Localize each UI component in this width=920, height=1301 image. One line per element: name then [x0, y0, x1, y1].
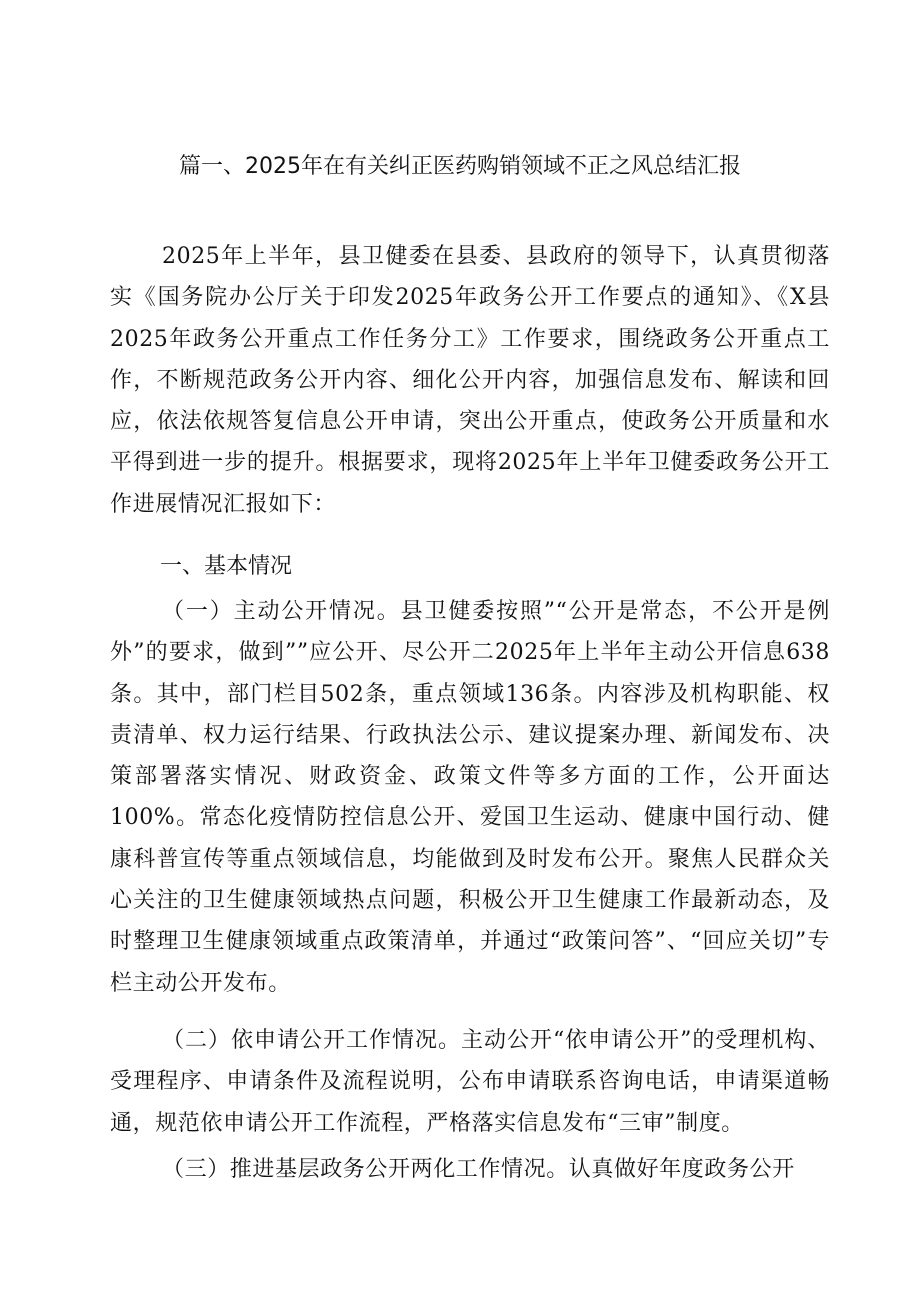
active-disclosure-text: （一）主动公开情况。县卫健委按照”“公开是常态，不公开是例外”的要求，做到””应公开、尽公开二2025年上半年主动公开信息638条。其中，部门栏目502条，重点领域136条。内容涉及机构职能、权责清单、权力运行结果、行政执法公示、建议提案办理、新闻发布、决策部署落实情况、财政资金、政策文件等多方面的工作，公开面达100%。常态化疫情防控信息公开、爱国卫生运动、健康中国行动、健康科普宣传等重点领域信息，均能做到及时发布公开。聚焦人民群众关心关注的卫生健康领域热点问题，积极公开卫生健康工作最新动态，及时整理卫生健康领域重点政策清单，并通过“政策问答”、“回应关切”专栏主动公开发布。	[110, 599, 830, 996]
application-disclosure-text: （二）依申请公开工作情况。主动公开“依申请公开”的受理机构、受理程序、申请条件及流程说明，公布申请联系咨询电话，申请渠道畅通，规范依申请公开工作流程，严格落实信息发布“三审”制度。	[110, 1028, 830, 1136]
grassroots-text: （三）推进基层政务公开两化工作情况。认真做好年度政务公开	[162, 1157, 795, 1182]
application-disclosure-paragraph	[110, 1020, 830, 1144]
document-title: 篇一、2025年在有关纠正医药购销领域不正之风总结汇报	[179, 154, 741, 179]
section-heading-basic: 一、基本情况	[160, 554, 293, 579]
intro-paragraph	[110, 236, 830, 525]
intro-text: 2025年上半年，县卫健委在县委、县政府的领导下，认真贯彻落实《国务院办公厅关于印发2025年政务公开工作要点的通知》、《X县2025年政务公开重点工作任务分工》工作要求，围绕政务公开重点工作，不断规范政务公开内容、细化公开内容，加强信息发布、解读和回应，依法依规答复信息公开申请，突出公开重点，使政务公开质量和水平得到进一步的提升。根据要求，现将2025年上半年卫健委政务公开工作进展情况汇报如下：	[110, 244, 830, 517]
active-disclosure-paragraph	[110, 591, 830, 1004]
grassroots-paragraph	[110, 1149, 830, 1190]
